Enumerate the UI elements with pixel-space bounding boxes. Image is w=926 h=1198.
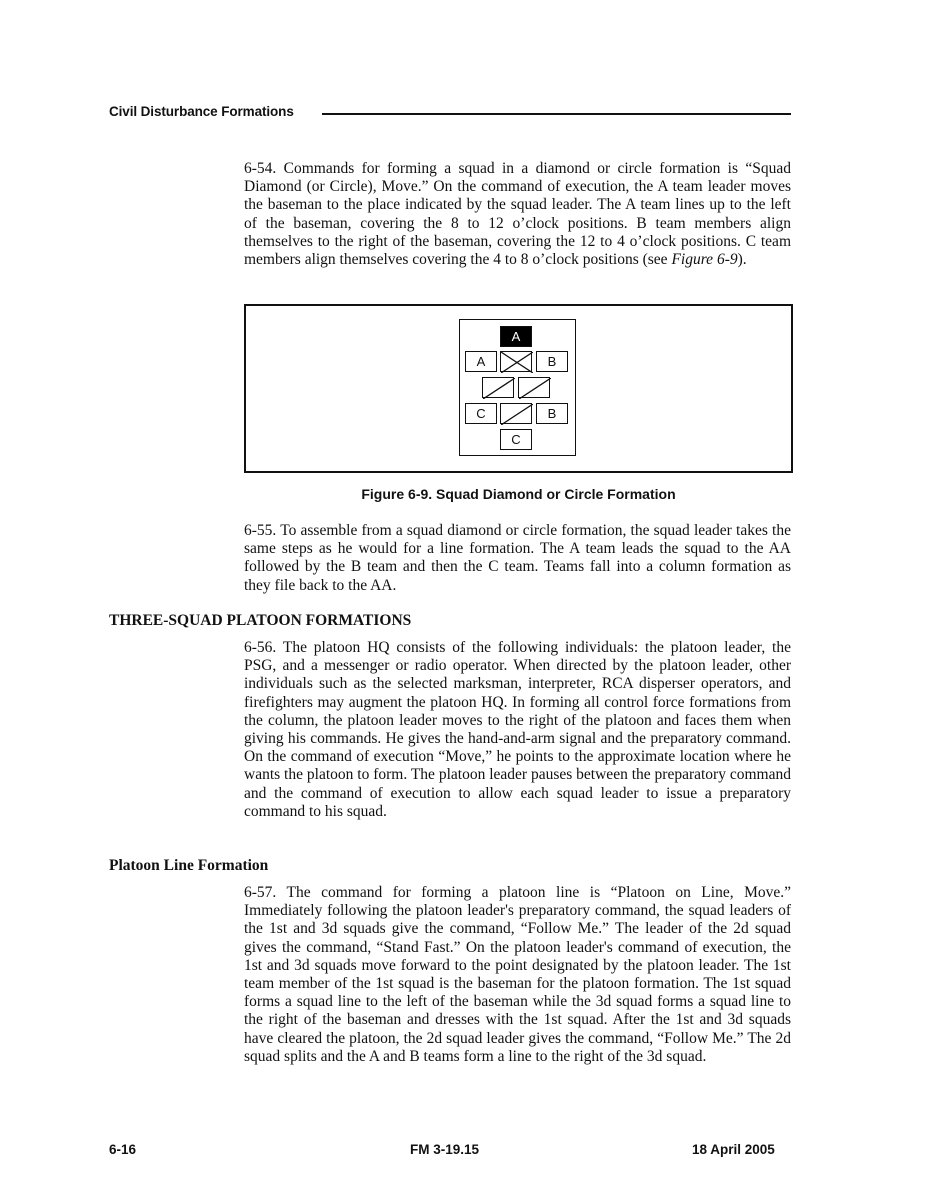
footer-manual-id: FM 3-19.15: [410, 1142, 480, 1157]
baseman-cross-mark: [501, 352, 533, 373]
footer-date: 18 April 2005: [692, 1142, 775, 1157]
slash-mark: [483, 378, 515, 399]
subsection-heading: Platoon Line Formation: [109, 857, 269, 874]
footer-page-number: 6-16: [109, 1142, 137, 1157]
member-box-slash-right: [518, 377, 550, 398]
team-c-box-bottom: C: [500, 429, 532, 450]
team-c-box-left: C: [465, 403, 497, 424]
header-rule: [322, 113, 791, 115]
paragraph-6-54-text: 6-54. Commands for forming a squad in a diamond or circle formation is “Squad Diamond (or Circle), Move.” On the command of execution, the A team leader moves the baseman to the place indicated by the squad leader. The A team lines up to the left of the baseman, covering the 8 to 12 o’clock positions. B team members align themselves to the right of the baseman, covering the 12 to 4 o’clock positions. C team members align themselves covering the 4 to 8 o’clock positions (see: [244, 160, 791, 269]
figure-reference: Figure 6-9: [671, 251, 738, 269]
squad-leader-box: A: [500, 326, 532, 347]
paragraph-6-54-end: ).: [737, 251, 747, 269]
slash-mark: [519, 378, 551, 399]
team-a-box-left: A: [465, 351, 497, 372]
team-b-box-lower: B: [536, 403, 568, 424]
paragraph-6-54: [244, 160, 791, 269]
paragraph-6-55: 6-55. To assemble from a squad diamond or circle formation, the squad leader takes the same steps as he would for a line formation. The A team leads the squad to the AA followed by the B team and then the C team. Teams fall into a column formation as they file back to the AA.: [244, 522, 791, 594]
member-box-slash-left: [482, 377, 514, 398]
baseman-box: [500, 351, 532, 372]
paragraph-6-57: 6-57. The command for forming a platoon line is “Platoon on Line, Move.” Immediately following the platoon leader's preparatory command, the squad leaders of the 1st and 3d squads give the command, “Follow Me.” The leader of the 2d squad gives the command, “Stand Fast.” On the platoon leader's command of execution, the 1st and 3d squads move forward to the point designated by the platoon leader. The 1st team member of the 1st squad is the baseman for the platoon formation. The 1st squad forms a squad line to the left of the baseman while the 3d squad forms a squad line to the right of the baseman and dresses with the 1st squad. After the 1st and 3d squads have cleared the platoon, the 2d squad leader gives the command, “Follow Me.” The 2d squad splits and the A and B teams form a line to the right of the 3d squad.: [244, 884, 791, 1065]
paragraph-6-56: 6-56. The platoon HQ consists of the following individuals: the platoon leader, the PSG, and a messenger or radio operator. When directed by the platoon leader, other individuals such as the selected marksman, interpreter, RCA disperser operators, and firefighters may augment the platoon HQ. In forming all control force formations from the column, the platoon leader moves to the right of the platoon and faces them when giving his commands. He gives the hand-and-arm signal and the preparatory command. On the command of execution “Move,” he points to the approximate location where he wants the platoon to form. The platoon leader pauses between the preparatory command and the command of execution to allow each squad leader to issue a preparatory command to his squad.: [244, 639, 791, 820]
slash-mark: [501, 404, 533, 425]
section-heading: THREE-SQUAD PLATOON FORMATIONS: [109, 612, 412, 629]
figure-caption: Figure 6-9. Squad Diamond or Circle Formation: [361, 486, 676, 502]
team-b-box-right: B: [536, 351, 568, 372]
running-header-title: Civil Disturbance Formations: [109, 104, 294, 119]
member-box-slash-center: [500, 403, 532, 424]
